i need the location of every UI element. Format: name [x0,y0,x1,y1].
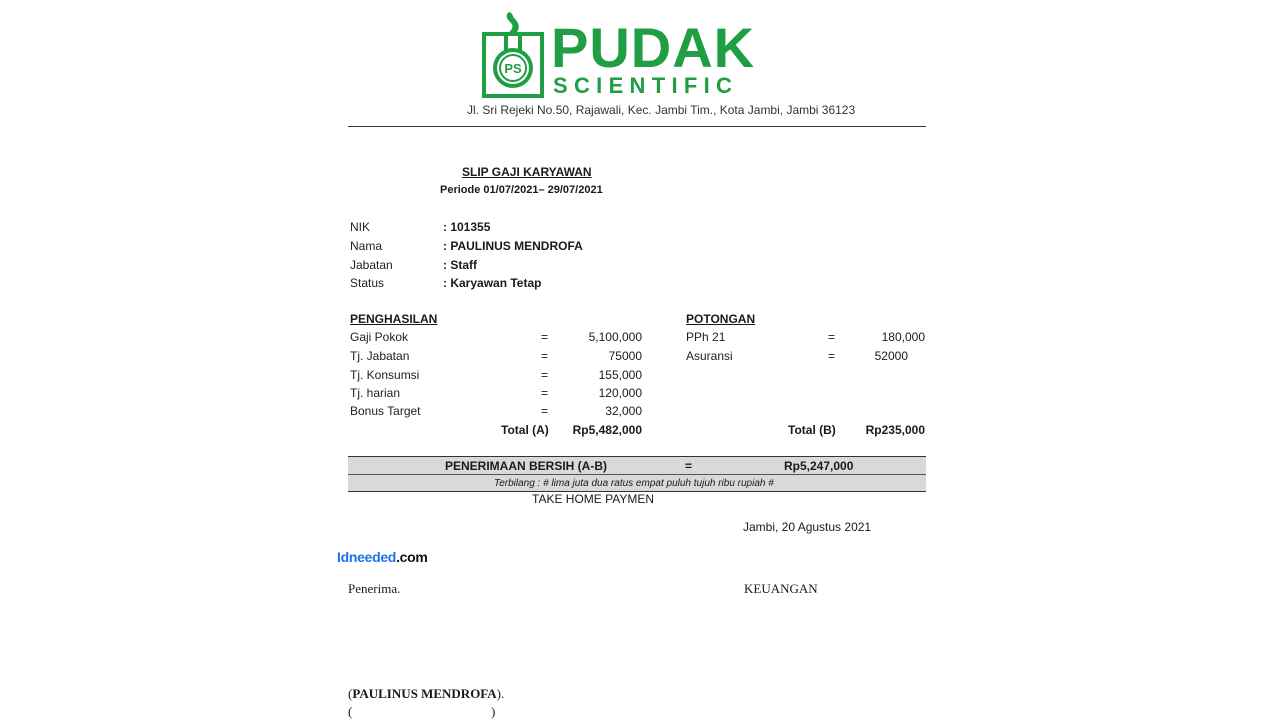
income-title: PENGHASILAN [350,312,438,326]
deduction-label: Asuransi [686,349,733,363]
watermark [337,549,428,565]
income-total-value: Rp5,482,000 [572,423,642,437]
company-subname: SCIENTIFIC [553,73,739,98]
net-pay-eq: = [685,459,693,473]
net-pay-label: PENERIMAAN BERSIH (A-B) [445,459,607,473]
finance-label: KEUANGAN [744,581,818,596]
receiver-name: PAULINUS MENDROFA [352,686,497,701]
income-label: Bonus Target [350,404,421,418]
employee-label-nik: NIK [350,220,371,234]
net-pay-value: Rp5,247,000 [784,459,854,473]
deduction-eq: = [828,349,836,363]
income-amount: 75000 [608,349,642,363]
income-eq: = [541,330,549,344]
income-amount: 120,000 [598,386,642,400]
income-amount: 32,000 [605,404,642,418]
employee-label-nama: Nama [350,239,383,253]
income-eq: = [541,386,549,400]
watermark-part2: .com [396,549,428,565]
income-eq: = [541,404,549,418]
net-pay-divider [348,474,926,475]
receiver-signature-name: (PAULINUS MENDROFA). [348,686,505,701]
employee-value-nama: : PAULINUS MENDROFA [443,239,583,253]
company-address: Jl. Sri Rejeki No.50, Rajawali, Kec. Jambi Tim., Kota Jambi, Jambi 36123 [467,103,856,117]
take-home-label: TAKE HOME PAYMEN [532,492,655,506]
income-eq: = [541,349,549,363]
income-amount: 155,000 [598,368,642,382]
employee-value-status: : Karyawan Tetap [443,276,542,290]
slip-title: SLIP GAJI KARYAWAN [462,165,592,179]
income-label: Tj. Jabatan [350,349,410,363]
income-eq: = [541,368,549,382]
deduction-amount: 180,000 [881,330,925,344]
header-divider [348,126,926,127]
income-amount: 5,100,000 [588,330,642,344]
employee-value-jabatan: : Staff [443,258,477,272]
slip-period: Periode 01/07/2021– 29/07/2021 [440,184,603,196]
company-logo-icon [482,10,544,98]
deduction-amount: 52000 [874,349,908,363]
place-date: Jambi, 20 Agustus 2021 [743,520,872,534]
deduction-label: PPh 21 [686,330,726,344]
employee-label-jabatan: Jabatan [350,258,393,272]
logo-badge-text: PS [504,61,522,76]
deduction-eq: = [828,330,836,344]
employee-label-status: Status [350,276,385,290]
net-pay-terbilang: Terbilang : # lima juta dua ratus empat puluh tujuh ribu rupiah # [494,478,774,489]
watermark-part1: Idneeded [337,549,397,565]
employee-value-nik: : 101355 [443,220,491,234]
receiver-label: Penerima. [348,581,401,596]
deduction-total-label: Total (B) [788,423,836,437]
deduction-total-value: Rp235,000 [865,423,925,437]
income-label: Tj. harian [350,386,401,400]
company-name: PUDAK [551,16,756,79]
deduction-title: POTONGAN [686,312,756,326]
income-total-label: Total (A) [501,423,549,437]
blank-close-paren: ) [491,704,496,719]
income-label: Tj. Konsumsi [350,368,420,382]
income-label: Gaji Pokok [350,330,409,344]
blank-open-paren: ( [348,704,353,719]
